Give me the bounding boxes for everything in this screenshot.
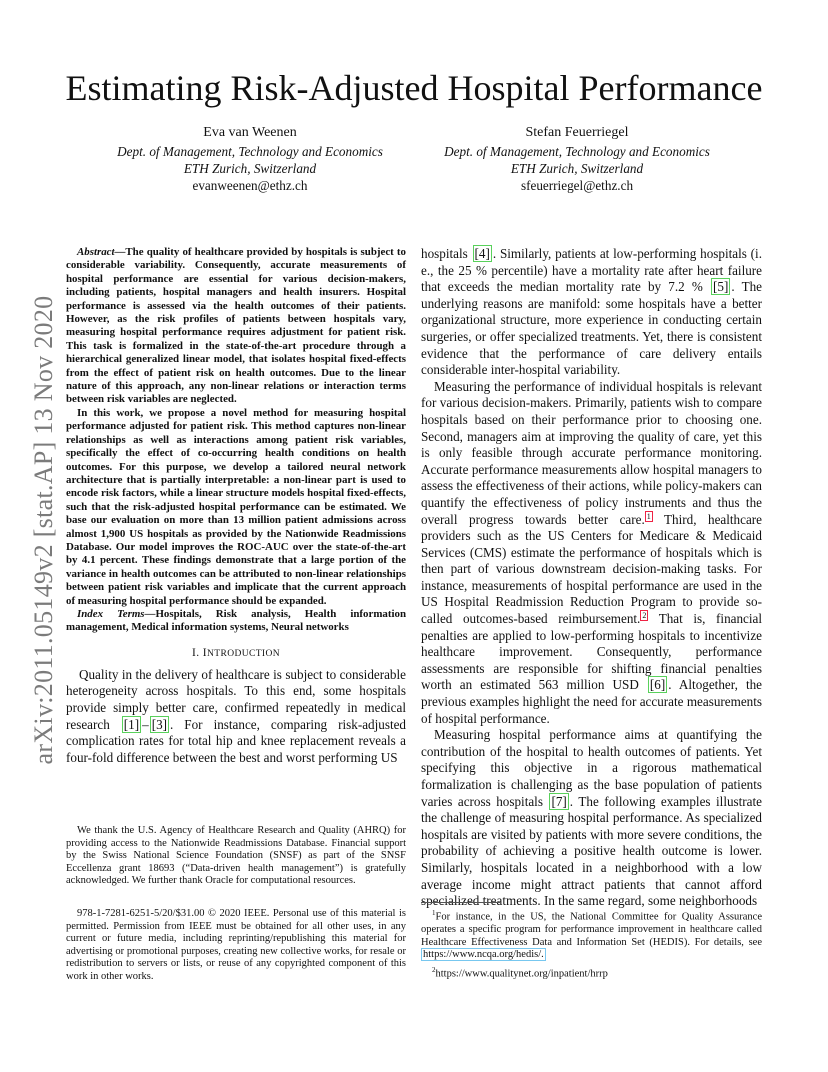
citation-link[interactable]: [5]: [713, 279, 729, 295]
author-department: Dept. of Management, Technology and Economics: [444, 144, 710, 159]
index-terms: Index Terms—Hospitals, Risk analysis, Health information management, Medical information systems, Neural networks: [66, 607, 406, 634]
right-column: [421, 246, 762, 910]
abstract: [66, 246, 406, 635]
footnote-url-link[interactable]: https://www.ncqa.org/hedis/.: [423, 949, 544, 961]
abstract-paragraph-1: Abstract—The quality of healthcare provided by hospitals is subject to considerable variability. Consequently, accurate measurements of hospital performance are essential for various decision-makers, including patients, hospital managers and health insurers. Hospital performance is assessed via the health outcomes of their patients. However, as the risk profiles of patients between hospitals vary, measuring hospital performance requires adjustment for patient risk. This task is formalized in the state-of-the-art procedure through a hierarchical generalized linear model, that isolates hospital fixed-effects from the effect of patient risk on health outcomes. Due to the linear nature of this approach, any non-linear relations or interaction terms between risk variables are neglected.: [66, 246, 406, 406]
arxiv-stamp-text: arXiv:2011.05149v2 [stat.AP] 13 Nov 2020: [29, 295, 58, 765]
left-column: [66, 246, 406, 766]
citation-link[interactable]: [4]: [474, 246, 490, 261]
footnote-1: $^1$For instance, in the US, the National Committee for Quality Assurance operates a specific program for performance improvement in healthcare called Healthcare Effectiveness Data and Information Set (HEDIS). For details, see https://www.ncqa.org/hedis/.: [421, 909, 762, 961]
author-block-1: [70, 124, 430, 194]
acknowledgement-note: We thank the U.S. Agency of Healthcare Research and Quality (AHRQ) for providing access to the Nationwide Readmissions Database. Financial support by the Swiss National Science Foundation (SNSF) as part of the SNSF Eccellenza grant 18693 (“Data-driven health management”) is gratefully acknowledged. We further thank Oracle for computational resources.: [66, 825, 406, 887]
body-paragraph: Measuring the performance of individual hospitals is relevant for various decision-makers. Primarily, patients wish to compare hospitals based on their performance prior to choosing one. Second, managers aim at improving the quality of care, yet this is only feasible through accurate performance monitoring. Accurate performance measurements allow hospital managers to assess the effectiveness of their actions, while policy-makers can quantify the effectiveness of policy instruments and thus the overall progress towards better care. $^1$ Third, healthcare providers such as the US Centers for Medicare & Medicaid Services (CMS) estimate the performance of hospitals which is then part of various downstream decision-making tasks. For instance, measurements of hospital performance are used in the US Hospital Readmission Reduction Program to provide so-called outcomes-based reimbursement. $^2$ That is, financial penalties are applied to low-performing hospitals to incentivize healthcare improvement. Consequently, performance assessments are responsible for shifting financial penalties worth an estimated 563 million USD [6] . Altogether, the previous examples highlight the need for accurate measurements of hospital performance.: [421, 378, 763, 726]
author-email: evanweenen@ethz.ch: [192, 178, 308, 193]
body-paragraph: hospitals [4] . Similarly, patients at low-performing hospitals (i. e., the 25 % percentile) have a mortality rate after heart failure that exceeds the median mortality rate by 7.2 % [5] . The underlying reasons are manifold: some hospitals have a better organizational structure, more experience in conducting certain surgeries, or offer specialized treatments. Yet, there is consistent evidence that the performance of care delivery entails considerable inter-hospital variability.: [421, 246, 762, 378]
citation-link[interactable]: [1]: [123, 716, 140, 732]
section-heading: I. INTRODUCTION: [191, 646, 281, 659]
citation-link[interactable]: [6]: [649, 677, 666, 693]
author-name: Stefan Feuerriegel: [525, 125, 629, 140]
author-block-2: [397, 124, 757, 194]
citation-link[interactable]: [3]: [151, 716, 168, 732]
intro-text: [66, 667, 406, 767]
abstract-paragraph-2: In this work, we propose a novel method for measuring hospital performance adjusted for patient risk. This method captures non-linear relationships as well as interactions among patient risk variables, specifically the effect of co-occurring health conditions on health outcomes. For this purpose, we develop a tailored neural network architecture that is partially interpretable: a non-linear part is used to encode risk factors, while a linear structure models hospital fixed-effects, such that the risk-adjusted hospital performance can be estimated. We base our evaluation on more than 13 million patient admissions across almost 1,900 US hospitals as provided by the Nationwide Readmissions Database. Our model improves the ROC-AUC over the state-of-the-art by 4.1 percent. These findings demonstrate that a large portion of the variance in health outcomes can be attributed to non-linear relationships between patient risk variables and implicate that the current approach of measuring hospital performance should be expanded.: [66, 406, 406, 607]
footnotes: [421, 907, 762, 983]
author-institution: ETH Zurich, Switzerland: [510, 161, 644, 176]
author-name: Eva van Weenen: [203, 125, 297, 140]
footnote-divider: [421, 902, 501, 903]
author-department: Dept. of Management, Technology and Economics: [117, 144, 383, 159]
citation-link[interactable]: [7]: [551, 793, 567, 809]
author-institution: ETH Zurich, Switzerland: [183, 161, 317, 176]
intro-paragraph: Quality in the delivery of healthcare is subject to considerable heterogeneity across hospitals. To this end, some hospitals provide simply better care, confirmed repeatedly in medical research [1] – [3] . For instance, comparing risk-adjusted complication rates for total hip and knee replacement reveals a four-fold difference between the best and worst performing US: [66, 666, 406, 765]
abstract-label: Abstract: [77, 246, 115, 258]
arxiv-stamp: [14, 280, 74, 780]
author-email: sfeuerriegel@ethz.ch: [520, 178, 634, 193]
index-terms-label: Index Terms: [77, 607, 145, 620]
body-paragraph: Measuring hospital performance aims at quantifying the contribution of the hospital to health outcomes of patients. Yet specifying this objective in a rigorous mathematical formalization is challenging as the base population of patients varies across hospitals [7] . The following examples illustrate the challenge of measuring hospital performance. As specialized hospitals are visited by patients with more severe conditions, the probability of achieving a positive health outcome is lower. Similarly, hospitals located in a neighborhood with a low average income might attract patients that cannot afford specialized treatments. In the same regard, some neighborhoods: [421, 727, 763, 909]
paper-title: Estimating Risk-Adjusted Hospital Performance: [65, 68, 763, 108]
footnote-link[interactable]: 2: [642, 611, 647, 621]
copyright-note: 978-1-7281-6251-5/20/$31.00 © 2020 IEEE. Personal use of this material is permitted. Permission from IEEE must be obtained for all other uses, in any current or future media, including reprinting/republishing this material for advertising or promotional purposes, creating new collective works, for resale or redistribution to servers or lists, or reuse of any copyrighted component of this work in other works.: [66, 908, 406, 982]
footnote-link[interactable]: 1: [646, 511, 651, 521]
footnote-2: $^2$https://www.qualitynet.org/inpatient/hrrp: [432, 965, 608, 980]
